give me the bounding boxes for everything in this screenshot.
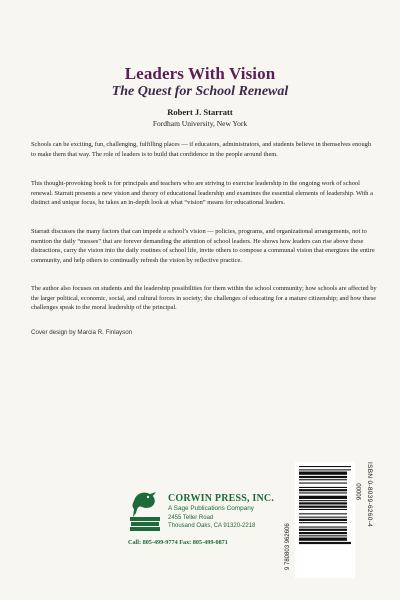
barcode-bar [299,538,347,541]
barcode-bar [299,519,347,521]
isbn-text: ISBN 0-8039-6260-4 [366,462,373,528]
blurb-paragraph-3: Starratt discusses the many factors that can impede a school’s vision — policies, programs, and organizational arrangements, not to mention the daily “messes” that are forever demanding the attention of school leaders. He shows how leaders can rise above these distractions, carry the vision into the daily routines of school life, invite others to compose a communal vision that energizes the entire community, and help others to continually refresh the vision by reflective practice. [31,228,375,264]
publisher-contact: Call: 805-499-9774 Fax: 805-499-0871 [128,539,228,546]
barcode-bar [299,502,347,504]
publisher-address-line-2: Thousand Oaks, CA 91320-2218 [168,523,256,529]
publisher-name: CORWIN PRESS, INC. [168,493,275,504]
blurb-paragraph-4: The author also focuses on students and the leadership possibilities for them within the school community; how schools are affected by the larger political, economic, social, and cultural forces in society; the challenges of educating for a mature citizenship; and how these challenges speak to the moral leadership of the principal. [31,285,377,312]
barcode-bar [299,500,347,501]
barcode-bar [299,517,347,518]
blurb-paragraph-1: Schools can be exciting, fun, challenging, fulfilling places — if educators, administrators, and students believe in themselves enough to make them that way. The role of leaders is to build that confidence in the people around them. [31,141,372,158]
barcode-bar [299,479,347,480]
barcode-bar [299,509,347,510]
blurb-paragraph-2: This thought-provoking book is for principals and teachers who are striving to exercise leadership in the ongoing work of school renewal. Starratt presents a new vision and theory of educational leadership and examines the essential elements of leadership. With a distinct and unique focus, he takes an in-depth look at what “vision” means for educational leaders. [31,180,373,207]
barcode-left-digits: 9 780803 962606 [285,523,291,570]
barcode-bar [299,529,347,531]
book-title: Leaders With Vision [124,64,276,83]
barcode-bar [299,527,347,528]
book-subtitle: The Quest for School Renewal [111,84,289,99]
barcode-bar [299,506,347,508]
publisher-company: A Sage Publications Company [168,505,254,512]
barcode-bar [299,489,347,491]
barcode-bar [299,476,347,478]
barcode-bar [299,483,347,484]
isbn-barcode [281,460,361,580]
barcode-bar [299,466,351,467]
author-affiliation: Fordham University, New York [152,119,248,128]
barcode-bar [299,535,347,536]
publisher-address-line-1: 2455 Teller Road [168,515,214,521]
barcode-right-digits: 90000 [357,483,363,500]
barcode-bar [299,542,351,544]
barcode-bar [299,496,347,499]
barcode-bar [299,532,347,534]
barcode-bar [299,472,347,475]
corwin-bird-logo-icon [128,487,162,533]
barcode-bar [299,492,347,493]
barcode-bar [299,469,351,470]
cover-design-credit: Cover design by Marcia R. Finlayson [31,329,133,336]
barcode-bar [299,513,347,514]
barcode-bar [299,522,347,523]
author-name: Robert J. Starratt [167,107,233,117]
barcode-bar [299,487,347,488]
